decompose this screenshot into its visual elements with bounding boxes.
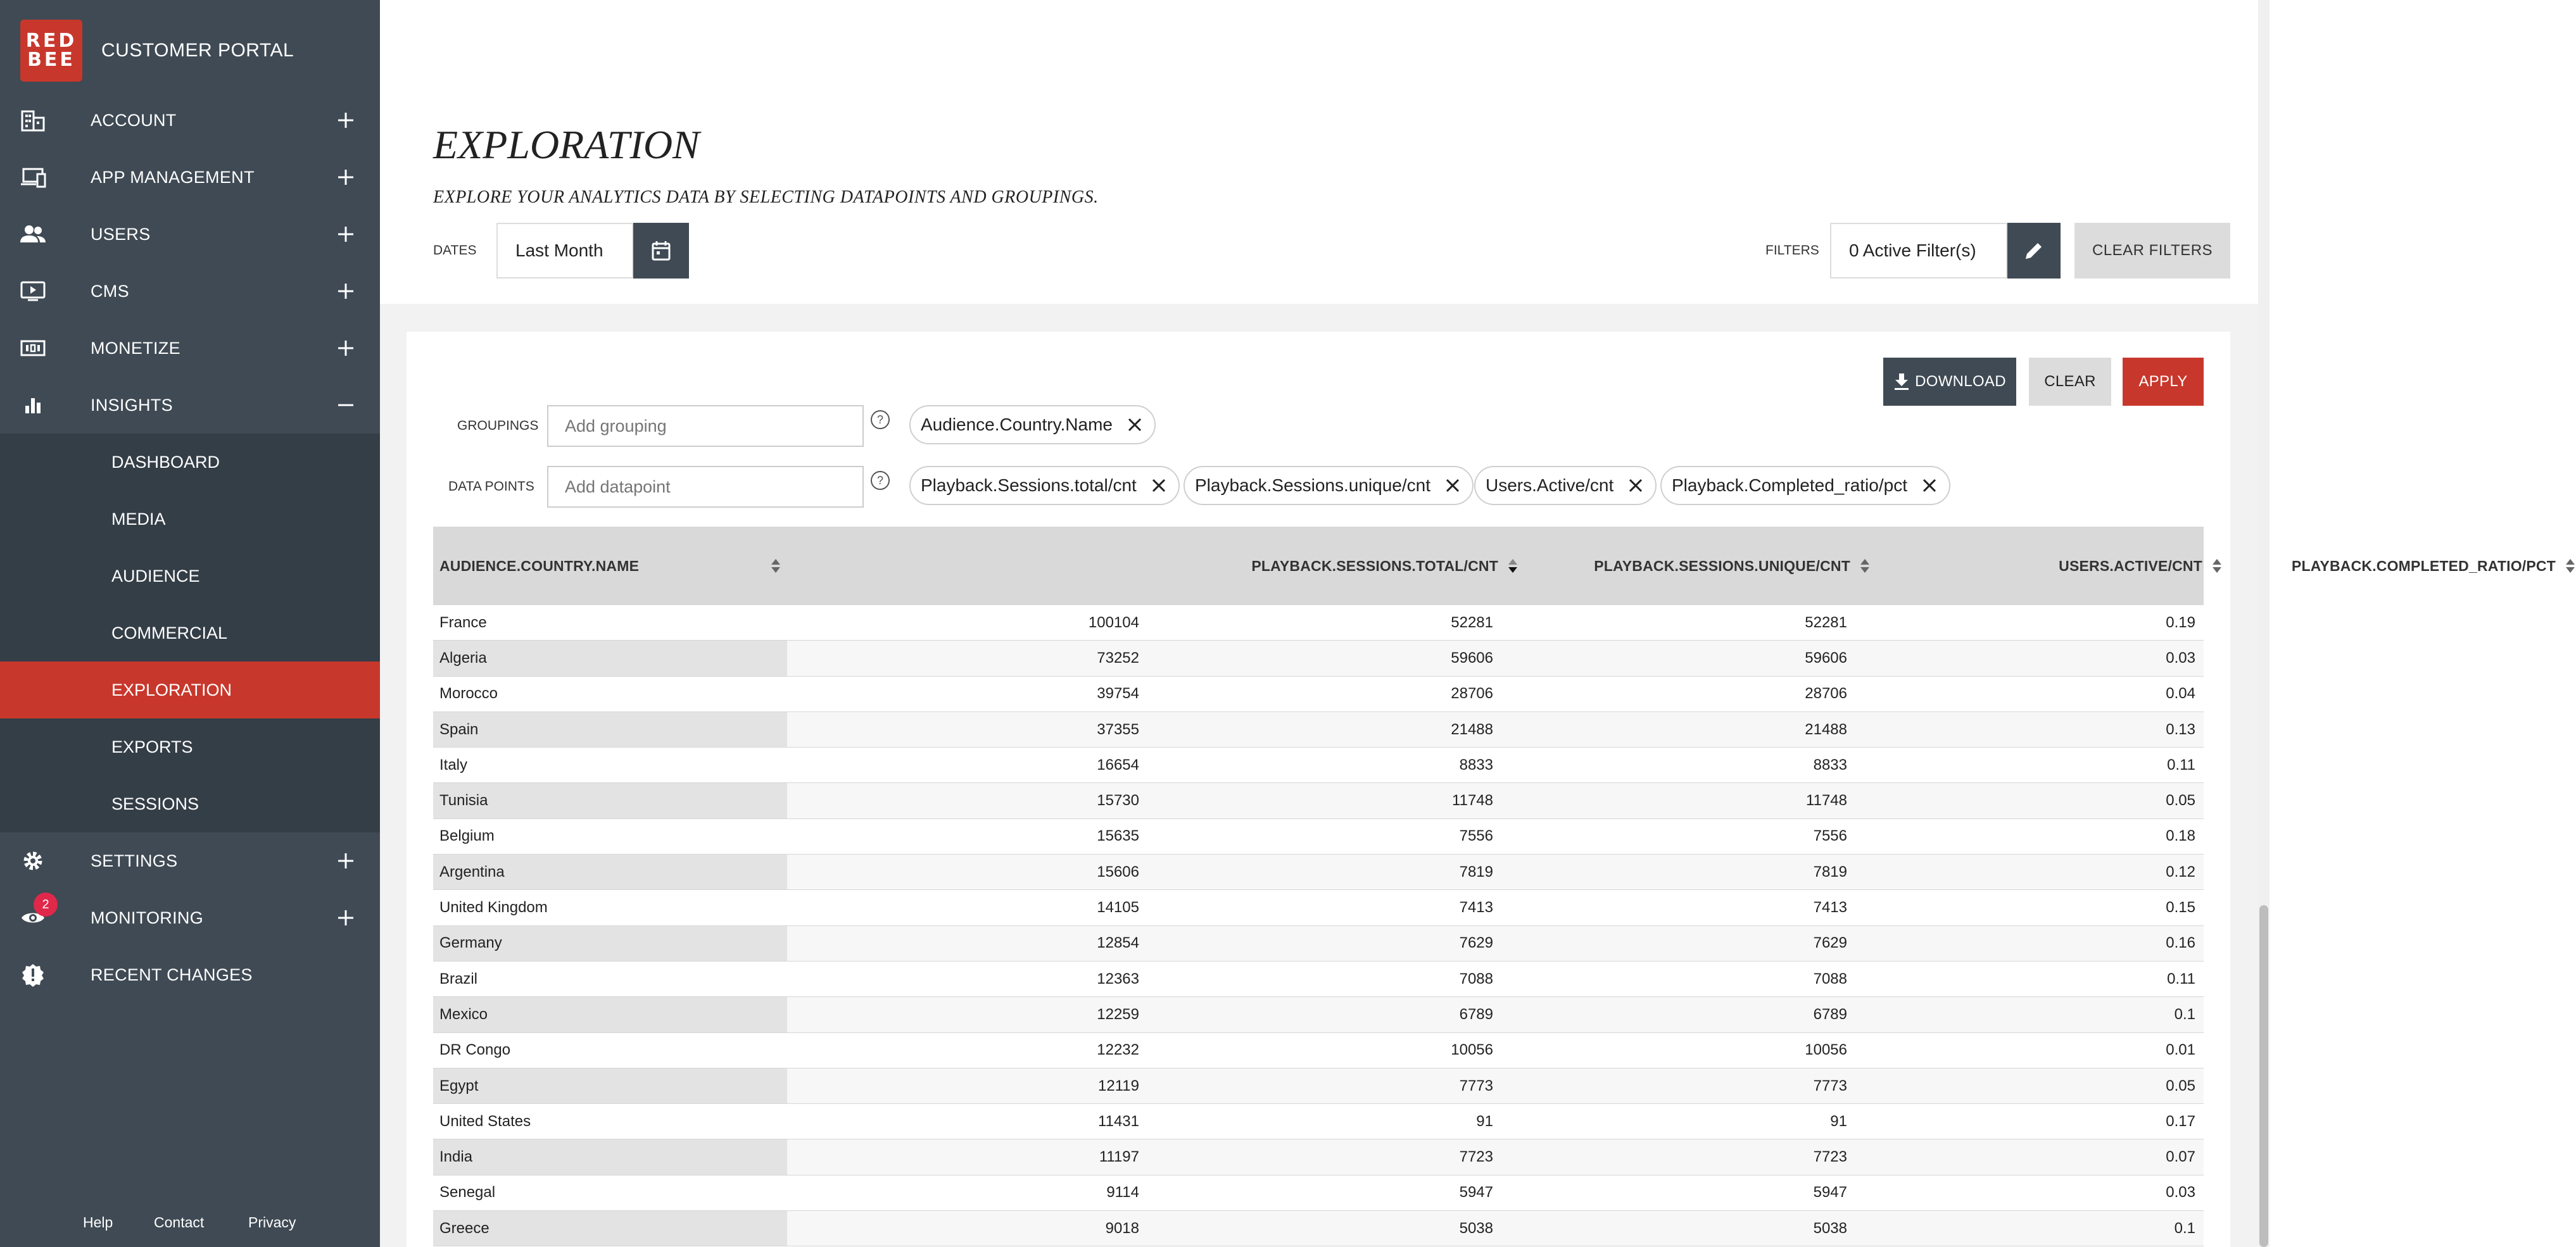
clear-filters-button[interactable]: CLEAR FILTERS bbox=[2074, 223, 2230, 279]
remove-chip-icon[interactable] bbox=[1626, 476, 1645, 495]
value-cell: 0.05 bbox=[2166, 792, 2195, 810]
value-cell: 0.18 bbox=[2166, 827, 2195, 845]
datapoint-chip bbox=[1474, 466, 1657, 505]
chip-label: Playback.Completed_ratio/pct bbox=[1672, 475, 1907, 495]
value-cell: 0.01 bbox=[2166, 1041, 2195, 1059]
plus-icon[interactable] bbox=[336, 281, 356, 301]
table-row bbox=[433, 1033, 2204, 1068]
country-cell: Morocco bbox=[433, 677, 787, 711]
value-cell: 0.03 bbox=[2166, 1184, 2195, 1201]
portal-title: CUSTOMER PORTAL bbox=[101, 40, 294, 61]
datapoint-chip bbox=[1660, 466, 1950, 505]
scrollbar-thumb[interactable] bbox=[2259, 905, 2268, 1247]
privacy-link[interactable]: Privacy bbox=[248, 1214, 296, 1231]
table-row bbox=[433, 1068, 2204, 1104]
results-table bbox=[433, 527, 2556, 1246]
value-cell: 5038 bbox=[1459, 1219, 1493, 1237]
value-cell: 59606 bbox=[1451, 649, 1493, 667]
value-cell: 12119 bbox=[1098, 1077, 1139, 1094]
building-icon bbox=[19, 106, 47, 134]
table-row bbox=[433, 1139, 2204, 1175]
value-cell: 0.04 bbox=[2166, 685, 2195, 703]
country-cell: Germany bbox=[433, 926, 787, 961]
value-cell: 0.19 bbox=[2166, 613, 2195, 631]
value-cell: 0.16 bbox=[2166, 934, 2195, 952]
sidebar-item-label: CMS bbox=[91, 281, 129, 301]
devices-icon bbox=[19, 163, 47, 191]
download-button[interactable] bbox=[1883, 358, 2016, 406]
sidebar-subitem-audience[interactable] bbox=[0, 548, 380, 605]
country-cell: DR Congo bbox=[433, 1033, 787, 1068]
date-range-field[interactable]: Last Month bbox=[496, 223, 633, 279]
value-cell: 39754 bbox=[1097, 685, 1139, 703]
play-screen-icon bbox=[19, 277, 47, 305]
table-row bbox=[433, 1211, 2204, 1246]
table-row bbox=[433, 712, 2204, 748]
value-cell: 0.15 bbox=[2166, 899, 2195, 917]
country-cell: Algeria bbox=[433, 641, 787, 675]
sidebar-item-label: ACCOUNT bbox=[91, 110, 177, 130]
remove-chip-icon[interactable] bbox=[1149, 476, 1168, 495]
value-cell: 12259 bbox=[1097, 1005, 1139, 1023]
plus-icon[interactable] bbox=[336, 338, 356, 358]
logo-line-1: RED bbox=[25, 30, 77, 52]
value-cell: 11197 bbox=[1099, 1148, 1139, 1166]
table-row bbox=[433, 1104, 2204, 1139]
datapoint-input[interactable] bbox=[547, 466, 864, 508]
value-cell: 52281 bbox=[1805, 613, 1847, 631]
sidebar-subitem-label: EXPORTS bbox=[111, 737, 193, 756]
sidebar-item-recent-changes[interactable] bbox=[0, 946, 380, 1003]
sidebar-subitem-commercial[interactable] bbox=[0, 605, 380, 661]
value-cell: 9114 bbox=[1106, 1184, 1139, 1201]
sidebar-item-settings[interactable] bbox=[0, 832, 380, 889]
value-cell: 7773 bbox=[1459, 1077, 1493, 1094]
value-cell: 14105 bbox=[1097, 899, 1139, 917]
brand[interactable] bbox=[20, 20, 294, 81]
value-cell: 0.05 bbox=[2166, 1077, 2195, 1094]
value-cell: 7413 bbox=[1459, 899, 1493, 917]
country-cell: Brazil bbox=[433, 962, 787, 996]
sidebar-subitem-label: AUDIENCE bbox=[111, 566, 200, 586]
calendar-icon bbox=[651, 240, 671, 261]
value-cell: 7556 bbox=[1813, 827, 1847, 845]
table-row bbox=[433, 997, 2204, 1032]
table-row bbox=[433, 677, 2204, 712]
table-header bbox=[433, 527, 2556, 605]
help-link[interactable]: Help bbox=[83, 1214, 113, 1231]
table-row bbox=[433, 748, 2204, 783]
value-cell: 11431 bbox=[1098, 1112, 1139, 1130]
value-cell: 12363 bbox=[1097, 970, 1139, 987]
table-row bbox=[433, 641, 2204, 676]
value-cell: 0.1 bbox=[2174, 1219, 2195, 1237]
country-cell: Egypt bbox=[433, 1068, 787, 1103]
value-cell: 5947 bbox=[1813, 1184, 1847, 1201]
value-cell: 12854 bbox=[1097, 934, 1139, 952]
table-row bbox=[433, 962, 2204, 997]
country-cell: France bbox=[433, 605, 787, 640]
value-cell: 28706 bbox=[1805, 685, 1847, 703]
country-cell: Tunisia bbox=[433, 783, 787, 818]
value-cell: 0.13 bbox=[2166, 720, 2195, 738]
value-cell: 8833 bbox=[1813, 756, 1847, 774]
page-subtitle: EXPLORE YOUR ANALYTICS DATA BY SELECTING DATAPOINTS AND GROUPINGS. bbox=[433, 187, 1099, 207]
value-cell: 21488 bbox=[1805, 720, 1847, 738]
contact-link[interactable]: Contact bbox=[154, 1214, 205, 1231]
country-cell: Italy bbox=[433, 748, 787, 782]
datapoint-chip bbox=[1184, 466, 1474, 505]
remove-chip-icon[interactable] bbox=[1920, 476, 1939, 495]
sidebar-subitem-media[interactable] bbox=[0, 491, 380, 548]
column-header-label: PLAYBACK.SESSIONS.UNIQUE/CNT bbox=[1594, 557, 1850, 574]
plus-icon[interactable] bbox=[336, 851, 356, 871]
value-cell: 9018 bbox=[1105, 1219, 1139, 1237]
apply-button[interactable]: APPLY bbox=[2123, 358, 2204, 406]
plus-icon[interactable] bbox=[336, 167, 356, 187]
table-row bbox=[433, 926, 2204, 962]
sort-icon bbox=[770, 558, 781, 574]
grouping-chip bbox=[909, 405, 1156, 444]
table-row bbox=[433, 855, 2204, 890]
plus-icon[interactable] bbox=[336, 110, 356, 130]
pencil-icon bbox=[2023, 240, 2045, 261]
download-icon bbox=[1893, 372, 1910, 391]
value-cell: 15606 bbox=[1097, 863, 1139, 880]
value-cell: 91 bbox=[1476, 1112, 1493, 1130]
sidebar-item-label: INSIGHTS bbox=[91, 395, 173, 415]
chip-label: Playback.Sessions.unique/cnt bbox=[1195, 475, 1430, 495]
value-cell: 37355 bbox=[1097, 720, 1139, 738]
notification-badge: 2 bbox=[34, 893, 58, 917]
value-cell: 6789 bbox=[1813, 1005, 1847, 1023]
chip-label: Audience.Country.Name bbox=[921, 415, 1113, 434]
filters-field[interactable]: 0 Active Filter(s) bbox=[1830, 223, 2007, 279]
groupings-label: GROUPINGS bbox=[457, 418, 539, 433]
value-cell: 73252 bbox=[1097, 649, 1139, 667]
table-row bbox=[433, 819, 2204, 855]
gear-icon bbox=[19, 847, 47, 875]
page-title: EXPLORATION bbox=[433, 122, 700, 167]
sidebar-item-label: RECENT CHANGES bbox=[91, 965, 253, 984]
sidebar-item-app-management[interactable] bbox=[0, 149, 380, 206]
country-cell: Mexico bbox=[433, 997, 787, 1032]
sidebar-subitem-label: MEDIA bbox=[111, 509, 166, 529]
alert-badge-icon bbox=[19, 961, 47, 989]
table-row bbox=[433, 783, 2204, 818]
datapoint-chip bbox=[909, 466, 1180, 505]
redbee-logo[interactable] bbox=[20, 20, 82, 82]
chip-label: Users.Active/cnt bbox=[1486, 475, 1614, 495]
value-cell: 0.11 bbox=[2167, 756, 2195, 774]
value-cell: 7723 bbox=[1813, 1148, 1847, 1166]
value-cell: 16654 bbox=[1097, 756, 1139, 774]
calendar-button[interactable] bbox=[633, 223, 689, 279]
value-cell: 12232 bbox=[1097, 1041, 1139, 1059]
edit-filters-button[interactable] bbox=[2007, 223, 2061, 279]
value-cell: 15730 bbox=[1097, 792, 1139, 810]
value-cell: 5947 bbox=[1459, 1184, 1493, 1201]
column-header-label: PLAYBACK.COMPLETED_RATIO/PCT bbox=[2291, 557, 2556, 574]
value-cell: 7819 bbox=[1459, 863, 1493, 880]
plus-icon[interactable] bbox=[336, 224, 356, 244]
column-header-label: AUDIENCE.COUNTRY.NAME bbox=[439, 557, 640, 574]
value-cell: 7819 bbox=[1813, 863, 1847, 880]
clear-button[interactable]: CLEAR bbox=[2029, 358, 2111, 406]
sidebar-item-insights[interactable] bbox=[0, 377, 380, 434]
sidebar-item-monitoring[interactable] bbox=[0, 889, 380, 946]
country-cell: Argentina bbox=[433, 855, 787, 889]
table-row bbox=[433, 605, 2204, 641]
datapoints-label: DATA POINTS bbox=[448, 479, 534, 494]
download-label: DOWNLOAD bbox=[1915, 373, 2006, 390]
sidebar-item-users[interactable] bbox=[0, 206, 380, 263]
sidebar-subitem-dashboard[interactable] bbox=[0, 434, 380, 491]
users-icon bbox=[19, 220, 47, 248]
sidebar-item-monetize[interactable] bbox=[0, 320, 380, 377]
value-cell: 10056 bbox=[1451, 1041, 1493, 1059]
column-header-country[interactable] bbox=[439, 527, 781, 605]
value-cell: 11748 bbox=[1806, 792, 1847, 810]
sidebar-item-account[interactable] bbox=[0, 92, 380, 149]
dates-label: DATES bbox=[433, 243, 477, 258]
country-cell: India bbox=[433, 1139, 787, 1174]
country-cell: United Kingdom bbox=[433, 890, 787, 925]
value-cell: 15635 bbox=[1097, 827, 1139, 845]
table-row bbox=[433, 1175, 2204, 1211]
country-cell: Senegal bbox=[433, 1175, 787, 1210]
value-cell: 7629 bbox=[1459, 934, 1493, 952]
value-cell: 100104 bbox=[1088, 613, 1139, 631]
value-cell: 0.1 bbox=[2174, 1005, 2195, 1023]
money-icon bbox=[19, 334, 47, 362]
value-cell: 59606 bbox=[1805, 649, 1847, 667]
sidebar-subitem-exploration[interactable] bbox=[0, 661, 380, 718]
sidebar-subitem-label: DASHBOARD bbox=[111, 452, 220, 472]
value-cell: 5038 bbox=[1813, 1219, 1847, 1237]
remove-chip-icon[interactable] bbox=[1125, 415, 1144, 434]
grouping-input[interactable] bbox=[547, 405, 864, 447]
country-cell: Greece bbox=[433, 1211, 787, 1246]
value-cell: 0.07 bbox=[2166, 1148, 2195, 1166]
column-header-label: USERS.ACTIVE/CNT bbox=[2059, 557, 2202, 574]
minus-icon[interactable] bbox=[336, 395, 356, 415]
value-cell: 0.12 bbox=[2166, 863, 2195, 880]
table-row bbox=[433, 890, 2204, 925]
value-cell: 7773 bbox=[1813, 1077, 1847, 1094]
country-cell: United States bbox=[433, 1104, 787, 1139]
country-cell: Spain bbox=[433, 712, 787, 747]
sidebar-item-label: APP MANAGEMENT bbox=[91, 167, 255, 187]
value-cell: 8833 bbox=[1459, 756, 1493, 774]
value-cell: 10056 bbox=[1805, 1041, 1847, 1059]
value-cell: 7723 bbox=[1459, 1148, 1493, 1166]
value-cell: 0.17 bbox=[2166, 1112, 2195, 1130]
logo-line-2: BEE bbox=[27, 49, 75, 71]
sort-icon bbox=[2565, 558, 2576, 574]
sidebar-subitem-label: COMMERCIAL bbox=[111, 623, 228, 642]
value-cell: 0.03 bbox=[2166, 649, 2195, 667]
value-cell: 7088 bbox=[1459, 970, 1493, 987]
help-icon[interactable]: ? bbox=[871, 471, 890, 490]
bar-chart-icon bbox=[19, 391, 47, 419]
value-cell: 28706 bbox=[1451, 685, 1493, 703]
value-cell: 0.11 bbox=[2167, 970, 2195, 987]
value-cell: 7088 bbox=[1813, 970, 1847, 987]
value-cell: 11748 bbox=[1452, 792, 1493, 810]
country-cell: Belgium bbox=[433, 819, 787, 854]
sidebar-subitem-label: EXPLORATION bbox=[111, 680, 232, 699]
plus-icon[interactable] bbox=[336, 908, 356, 928]
column-header-label: PLAYBACK.SESSIONS.TOTAL/CNT bbox=[1251, 557, 1498, 574]
value-cell: 52281 bbox=[1451, 613, 1493, 631]
table-body bbox=[433, 605, 2204, 1246]
value-cell: 91 bbox=[1830, 1112, 1847, 1130]
value-cell: 6789 bbox=[1459, 1005, 1493, 1023]
value-cell: 21488 bbox=[1451, 720, 1493, 738]
chip-label: Playback.Sessions.total/cnt bbox=[921, 475, 1137, 495]
sidebar-item-label: SETTINGS bbox=[91, 851, 178, 870]
value-cell: 7556 bbox=[1459, 827, 1493, 845]
value-cell: 7413 bbox=[1813, 899, 1847, 917]
sidebar-item-label: MONETIZE bbox=[91, 338, 180, 358]
remove-chip-icon[interactable] bbox=[1443, 476, 1462, 495]
filters-label: FILTERS bbox=[1765, 243, 1819, 258]
sidebar-subitem-exports[interactable] bbox=[0, 718, 380, 775]
sidebar-subitem-label: SESSIONS bbox=[111, 794, 199, 813]
sidebar-item-label: USERS bbox=[91, 224, 151, 244]
sidebar-item-label: MONITORING bbox=[91, 908, 203, 927]
sidebar-subitem-sessions[interactable] bbox=[0, 775, 380, 832]
sidebar-item-cms[interactable] bbox=[0, 263, 380, 320]
sidebar bbox=[0, 0, 380, 1247]
value-cell: 7629 bbox=[1813, 934, 1847, 952]
help-icon[interactable]: ? bbox=[871, 410, 890, 429]
